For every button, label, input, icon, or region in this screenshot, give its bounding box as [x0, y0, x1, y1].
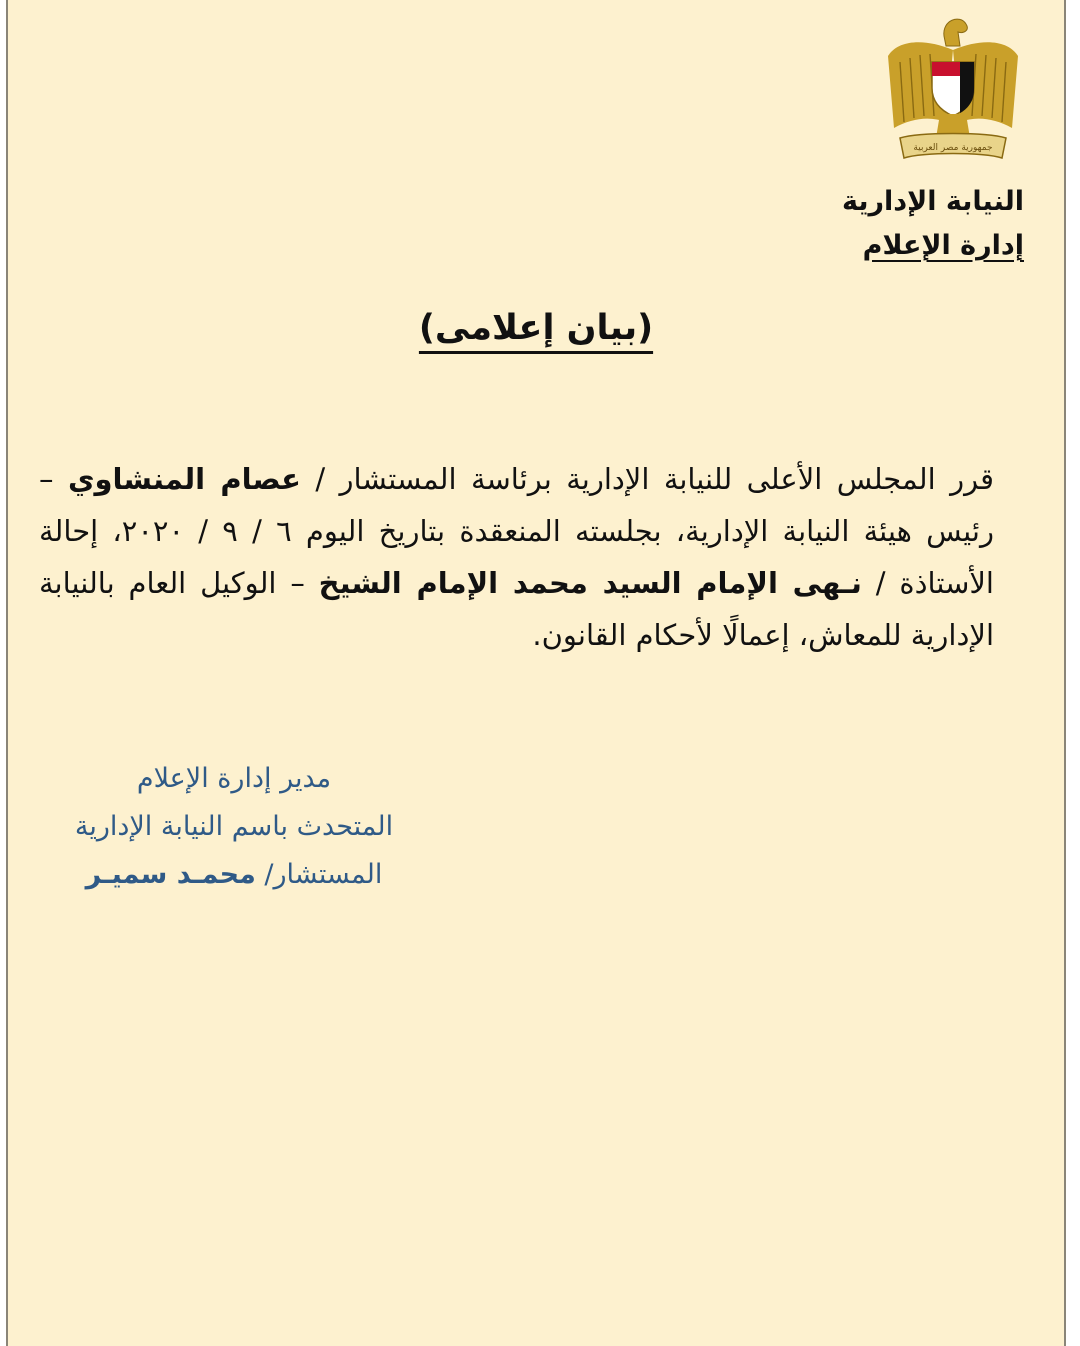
document-page — [6, 0, 1066, 1346]
body-part-3: – الوكيل العام بالنيابة الإدارية للمعاش، إعمالًا لأحكام القانون. — [39, 566, 994, 652]
signature-line-3 — [44, 851, 424, 899]
chair-name: عصام المنشاوي — [67, 462, 301, 496]
signature-name: محمـد سميـر — [85, 859, 256, 890]
document-title-text: (بيان إعلامى) — [418, 308, 654, 348]
referred-person-name: نـهى الإمام السيد محمد الإمام الشيخ — [318, 566, 862, 600]
emblem-caption: جمهورية مصر العربية — [913, 143, 993, 153]
signature-title: المستشار/ — [255, 859, 383, 890]
body-part-2: – رئيس هيئة النيابة الإدارية، بجلسته المنعقدة بتاريخ اليوم ٦ / ٩ / ٢٠٢٠، إحالة الأستاذة / — [39, 462, 994, 600]
egypt-eagle-emblem-icon — [884, 10, 1022, 166]
org-name: النيابة الإدارية — [841, 186, 1024, 217]
department-name: إدارة الإعلام — [862, 230, 1024, 261]
signature-block — [44, 755, 424, 899]
signature-line-1: مدير إدارة الإعلام — [136, 763, 332, 794]
statement-body — [39, 453, 994, 661]
body-part-1: قرر المجلس الأعلى للنيابة الإدارية برئاسة المستشار / — [300, 462, 994, 496]
org-header — [842, 180, 1024, 268]
document-title — [8, 308, 1064, 348]
signature-line-2: المتحدث باسم النيابة الإدارية — [74, 811, 394, 842]
